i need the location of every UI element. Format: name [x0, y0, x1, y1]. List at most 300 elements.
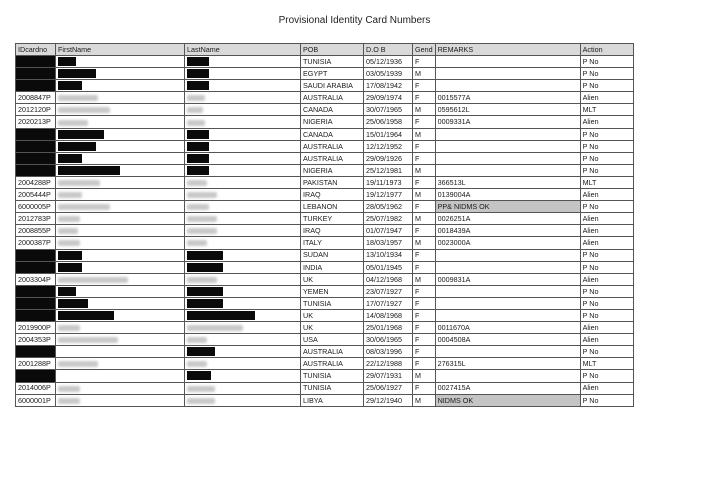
cell-dob: 18/03/1957 — [364, 237, 413, 249]
cell-dob: 19/11/1973 — [364, 176, 413, 188]
cell-pob: LIBYA — [301, 394, 364, 406]
cell-action: P No — [580, 140, 633, 152]
cell-idcardno: 6000001P — [16, 394, 56, 406]
cell-gender: M — [413, 68, 436, 80]
cell-pob: ITALY — [301, 237, 364, 249]
cell-action: MLT — [580, 176, 633, 188]
cell-dob: 04/12/1968 — [364, 273, 413, 285]
cell-idcardno: 2004353P — [16, 334, 56, 346]
cell-pob: CANADA — [301, 128, 364, 140]
cell-lastname — [185, 309, 301, 321]
cell-pob: CANADA — [301, 104, 364, 116]
redaction-mark — [187, 311, 255, 320]
cell-gender: F — [413, 334, 436, 346]
cell-action: Alien — [580, 334, 633, 346]
cell-gender: F — [413, 80, 436, 92]
redaction-mark — [58, 337, 118, 343]
cell-lastname — [185, 176, 301, 188]
cell-idcardno — [16, 249, 56, 261]
cell-dob: 25/01/1968 — [364, 322, 413, 334]
cell-remarks: 0015577A — [435, 92, 580, 104]
redaction-mark — [58, 386, 80, 392]
cell-idcardno — [16, 370, 56, 382]
redaction-mark — [187, 347, 215, 356]
cell-firstname — [56, 80, 185, 92]
redaction-mark — [58, 81, 82, 90]
cell-gender: F — [413, 56, 436, 68]
cell-lastname — [185, 237, 301, 249]
cell-lastname — [185, 285, 301, 297]
cell-gender: F — [413, 358, 436, 370]
cell-lastname — [185, 297, 301, 309]
cell-action: Alien — [580, 322, 633, 334]
cell-gender: M — [413, 273, 436, 285]
cell-firstname — [56, 261, 185, 273]
cell-lastname — [185, 92, 301, 104]
cell-idcardno — [16, 68, 56, 80]
redaction-mark — [187, 398, 215, 404]
cell-gender: F — [413, 346, 436, 358]
table-row — [16, 225, 634, 237]
cell-firstname — [56, 358, 185, 370]
cell-remarks: 0011670A — [435, 322, 580, 334]
cell-gender: F — [413, 309, 436, 321]
cell-pob: TUNISIA — [301, 297, 364, 309]
cell-dob: 17/08/1942 — [364, 80, 413, 92]
cell-idcardno — [16, 56, 56, 68]
cell-pob: SUDAN — [301, 249, 364, 261]
redaction-mark — [58, 299, 88, 308]
table-row — [16, 176, 634, 188]
document-title: Provisional Identity Card Numbers — [278, 15, 431, 26]
redaction-mark — [58, 95, 98, 101]
redaction-mark — [58, 120, 88, 126]
redaction-mark — [187, 166, 209, 175]
cell-action: MLT — [580, 104, 633, 116]
redaction-mark — [58, 240, 80, 246]
redaction-mark — [187, 154, 209, 163]
cell-pob: TUNISIA — [301, 370, 364, 382]
table-row — [16, 285, 634, 297]
cell-action: P No — [580, 128, 633, 140]
cell-firstname — [56, 225, 185, 237]
cell-remarks — [435, 164, 580, 176]
cell-firstname — [56, 56, 185, 68]
cell-pob: LEBANON — [301, 201, 364, 213]
redaction-mark — [58, 287, 76, 296]
cell-gender: F — [413, 225, 436, 237]
cell-lastname — [185, 56, 301, 68]
cell-action: P No — [580, 261, 633, 273]
redaction-mark — [187, 95, 205, 101]
table-row — [16, 370, 634, 382]
redaction-mark — [58, 57, 76, 66]
cell-firstname — [56, 249, 185, 261]
cell-remarks — [435, 68, 580, 80]
table-row — [16, 140, 634, 152]
header-dob: D.O B — [364, 44, 413, 56]
cell-gender: F — [413, 249, 436, 261]
cell-dob: 25/07/1982 — [364, 213, 413, 225]
cell-firstname — [56, 382, 185, 394]
cell-remarks — [435, 285, 580, 297]
cell-firstname — [56, 334, 185, 346]
cell-remarks: 0009831A — [435, 273, 580, 285]
table-row — [16, 152, 634, 164]
cell-action: Alien — [580, 213, 633, 225]
cell-action: P No — [580, 297, 633, 309]
cell-firstname — [56, 68, 185, 80]
redaction-mark — [58, 192, 82, 198]
cell-remarks — [435, 249, 580, 261]
table-row — [16, 128, 634, 140]
cell-gender: M — [413, 104, 436, 116]
table-row — [16, 261, 634, 273]
cell-dob: 25/06/1927 — [364, 382, 413, 394]
cell-action: Alien — [580, 382, 633, 394]
cell-gender: F — [413, 176, 436, 188]
cell-firstname — [56, 309, 185, 321]
cell-lastname — [185, 261, 301, 273]
redaction-mark — [58, 142, 96, 151]
cell-remarks: NIDMS OK — [435, 394, 580, 406]
redaction-mark — [187, 371, 211, 380]
cell-dob: 30/06/1965 — [364, 334, 413, 346]
cell-lastname — [185, 152, 301, 164]
redaction-mark — [58, 204, 110, 210]
cell-pob: AUSTRALIA — [301, 346, 364, 358]
cell-pob: IRAQ — [301, 189, 364, 201]
header-gender: Gend — [413, 44, 436, 56]
table-row — [16, 249, 634, 261]
cell-remarks: 0027415A — [435, 382, 580, 394]
redaction-mark — [58, 311, 114, 320]
cell-firstname — [56, 394, 185, 406]
cell-dob: 13/10/1934 — [364, 249, 413, 261]
cell-action: Alien — [580, 116, 633, 128]
cell-dob: 19/12/1977 — [364, 189, 413, 201]
header-idcardno: IDcardno — [16, 44, 56, 56]
table-row — [16, 92, 634, 104]
cell-action: MLT — [580, 358, 633, 370]
redaction-mark — [187, 120, 205, 126]
cell-gender: M — [413, 164, 436, 176]
table-row — [16, 56, 634, 68]
cell-lastname — [185, 189, 301, 201]
cell-idcardno — [16, 297, 56, 309]
cell-firstname — [56, 164, 185, 176]
cell-lastname — [185, 358, 301, 370]
cell-firstname — [56, 237, 185, 249]
cell-idcardno — [16, 140, 56, 152]
redaction-mark — [58, 216, 80, 222]
table-row — [16, 358, 634, 370]
cell-pob: TURKEY — [301, 213, 364, 225]
cell-remarks: 0026251A — [435, 213, 580, 225]
cell-dob: 12/12/1952 — [364, 140, 413, 152]
cell-action: P No — [580, 285, 633, 297]
cell-remarks — [435, 346, 580, 358]
redaction-mark — [58, 166, 120, 175]
cell-idcardno: 6000005P — [16, 201, 56, 213]
cell-idcardno — [16, 164, 56, 176]
cell-lastname — [185, 346, 301, 358]
cell-remarks — [435, 261, 580, 273]
cell-gender: M — [413, 213, 436, 225]
redaction-mark — [58, 325, 80, 331]
redaction-mark — [187, 325, 243, 331]
cell-firstname — [56, 176, 185, 188]
cell-action: Alien — [580, 92, 633, 104]
cell-idcardno — [16, 152, 56, 164]
cell-remarks: 0004508A — [435, 334, 580, 346]
redaction-mark — [58, 263, 82, 272]
cell-firstname — [56, 116, 185, 128]
cell-lastname — [185, 249, 301, 261]
cell-action: Alien — [580, 237, 633, 249]
cell-action: P No — [580, 346, 633, 358]
cell-lastname — [185, 68, 301, 80]
cell-pob: AUSTRALIA — [301, 92, 364, 104]
cell-pob: TUNISIA — [301, 382, 364, 394]
cell-gender: F — [413, 140, 436, 152]
table-row — [16, 334, 634, 346]
redaction-mark — [187, 277, 217, 283]
cell-firstname — [56, 140, 185, 152]
cell-dob: 23/07/1927 — [364, 285, 413, 297]
cell-lastname — [185, 128, 301, 140]
cell-lastname — [185, 273, 301, 285]
cell-firstname — [56, 104, 185, 116]
cell-action: P No — [580, 68, 633, 80]
redaction-mark — [58, 277, 128, 283]
cell-action: P No — [580, 370, 633, 382]
cell-idcardno: 2001288P — [16, 358, 56, 370]
cell-gender: F — [413, 92, 436, 104]
cell-idcardno — [16, 128, 56, 140]
redaction-mark — [187, 69, 209, 78]
cell-gender: M — [413, 394, 436, 406]
cell-pob: UK — [301, 273, 364, 285]
cell-remarks — [435, 370, 580, 382]
cell-action: P No — [580, 201, 633, 213]
cell-lastname — [185, 334, 301, 346]
cell-idcardno: 2004288P — [16, 176, 56, 188]
cell-remarks — [435, 140, 580, 152]
redaction-mark — [187, 240, 207, 246]
redaction-mark — [187, 251, 223, 260]
cell-idcardno — [16, 285, 56, 297]
redaction-mark — [187, 107, 203, 113]
cell-lastname — [185, 201, 301, 213]
cell-idcardno: 2003304P — [16, 273, 56, 285]
table-header-row — [16, 44, 634, 56]
redaction-mark — [187, 81, 209, 90]
header-remarks: REMARKS — [435, 44, 580, 56]
cell-idcardno: 2012120P — [16, 104, 56, 116]
cell-remarks: 0595612L — [435, 104, 580, 116]
cell-idcardno: 2019900P — [16, 322, 56, 334]
cell-gender: M — [413, 237, 436, 249]
cell-idcardno: 2000387P — [16, 237, 56, 249]
cell-remarks: 366513L — [435, 176, 580, 188]
cell-pob: NIGERIA — [301, 116, 364, 128]
table-row — [16, 346, 634, 358]
table-row — [16, 273, 634, 285]
cell-action: Alien — [580, 225, 633, 237]
redaction-mark — [58, 154, 82, 163]
cell-lastname — [185, 394, 301, 406]
cell-dob: 05/12/1936 — [364, 56, 413, 68]
header-lastname: LastName — [185, 44, 301, 56]
cell-pob: AUSTRALIA — [301, 152, 364, 164]
redaction-mark — [187, 192, 217, 198]
cell-gender: F — [413, 116, 436, 128]
cell-gender: F — [413, 261, 436, 273]
cell-lastname — [185, 104, 301, 116]
cell-firstname — [56, 285, 185, 297]
redaction-mark — [187, 299, 223, 308]
redaction-mark — [187, 361, 207, 367]
cell-dob: 17/07/1927 — [364, 297, 413, 309]
header-action: Action — [580, 44, 633, 56]
redaction-mark — [58, 228, 78, 234]
cell-pob: YEMEN — [301, 285, 364, 297]
cell-dob: 01/07/1947 — [364, 225, 413, 237]
cell-dob: 05/01/1945 — [364, 261, 413, 273]
table-row — [16, 201, 634, 213]
cell-dob: 08/03/1996 — [364, 346, 413, 358]
cell-lastname — [185, 370, 301, 382]
cell-pob: IRAQ — [301, 225, 364, 237]
cell-dob: 30/07/1965 — [364, 104, 413, 116]
table-row — [16, 68, 634, 80]
table-row — [16, 213, 634, 225]
cell-pob: EGYPT — [301, 68, 364, 80]
cell-action: P No — [580, 56, 633, 68]
cell-firstname — [56, 128, 185, 140]
cell-idcardno: 2020213P — [16, 116, 56, 128]
redaction-mark — [187, 57, 209, 66]
redaction-mark — [58, 361, 98, 367]
cell-action: P No — [580, 164, 633, 176]
cell-pob: INDIA — [301, 261, 364, 273]
cell-firstname — [56, 346, 185, 358]
cell-action: Alien — [580, 273, 633, 285]
table-row — [16, 116, 634, 128]
cell-dob: 25/12/1981 — [364, 164, 413, 176]
id-card-table — [15, 43, 634, 407]
cell-dob: 14/08/1968 — [364, 309, 413, 321]
redaction-mark — [187, 130, 209, 139]
cell-remarks: 0139004A — [435, 189, 580, 201]
cell-pob: UK — [301, 322, 364, 334]
cell-remarks — [435, 309, 580, 321]
cell-lastname — [185, 382, 301, 394]
cell-firstname — [56, 201, 185, 213]
cell-dob: 29/09/1926 — [364, 152, 413, 164]
cell-pob: PAKISTAN — [301, 176, 364, 188]
cell-firstname — [56, 370, 185, 382]
cell-action: Alien — [580, 189, 633, 201]
cell-lastname — [185, 322, 301, 334]
cell-gender: F — [413, 382, 436, 394]
table-row — [16, 237, 634, 249]
redaction-mark — [58, 107, 110, 113]
cell-gender: M — [413, 128, 436, 140]
cell-dob: 29/07/1931 — [364, 370, 413, 382]
cell-remarks — [435, 297, 580, 309]
cell-dob: 03/05/1939 — [364, 68, 413, 80]
redaction-mark — [58, 398, 80, 404]
redaction-mark — [187, 142, 209, 151]
cell-pob: UK — [301, 309, 364, 321]
redaction-mark — [58, 130, 104, 139]
cell-remarks: 276315L — [435, 358, 580, 370]
cell-firstname — [56, 92, 185, 104]
cell-remarks — [435, 152, 580, 164]
cell-lastname — [185, 80, 301, 92]
cell-dob: 29/12/1940 — [364, 394, 413, 406]
cell-firstname — [56, 152, 185, 164]
cell-dob: 15/01/1964 — [364, 128, 413, 140]
cell-idcardno: 2008855P — [16, 225, 56, 237]
cell-firstname — [56, 273, 185, 285]
redaction-mark — [187, 204, 209, 210]
cell-gender: F — [413, 297, 436, 309]
cell-lastname — [185, 225, 301, 237]
table-row — [16, 309, 634, 321]
cell-action: P No — [580, 394, 633, 406]
cell-remarks: 0023000A — [435, 237, 580, 249]
cell-idcardno — [16, 346, 56, 358]
cell-dob: 28/05/1962 — [364, 201, 413, 213]
table-row — [16, 164, 634, 176]
table-row — [16, 80, 634, 92]
cell-pob: TUNISIA — [301, 56, 364, 68]
cell-idcardno: 2008847P — [16, 92, 56, 104]
cell-action: P No — [580, 309, 633, 321]
cell-idcardno: 2012783P — [16, 213, 56, 225]
cell-pob: USA — [301, 334, 364, 346]
cell-firstname — [56, 322, 185, 334]
cell-firstname — [56, 213, 185, 225]
header-firstname: FirstName — [56, 44, 185, 56]
cell-idcardno — [16, 309, 56, 321]
cell-idcardno — [16, 80, 56, 92]
cell-gender: M — [413, 189, 436, 201]
cell-lastname — [185, 116, 301, 128]
cell-action: P No — [580, 80, 633, 92]
cell-firstname — [56, 189, 185, 201]
cell-remarks: 0018439A — [435, 225, 580, 237]
redaction-mark — [58, 69, 96, 78]
table-row — [16, 104, 634, 116]
cell-pob: SAUDI ARABIA — [301, 80, 364, 92]
cell-gender: F — [413, 322, 436, 334]
redaction-mark — [187, 228, 217, 234]
cell-remarks: PP& NIDMS OK — [435, 201, 580, 213]
cell-pob: AUSTRALIA — [301, 358, 364, 370]
cell-gender: F — [413, 152, 436, 164]
cell-gender: F — [413, 201, 436, 213]
cell-dob: 25/06/1958 — [364, 116, 413, 128]
cell-idcardno: 2005444P — [16, 189, 56, 201]
cell-dob: 22/12/1988 — [364, 358, 413, 370]
table-row — [16, 382, 634, 394]
redaction-mark — [187, 216, 217, 222]
cell-idcardno — [16, 261, 56, 273]
